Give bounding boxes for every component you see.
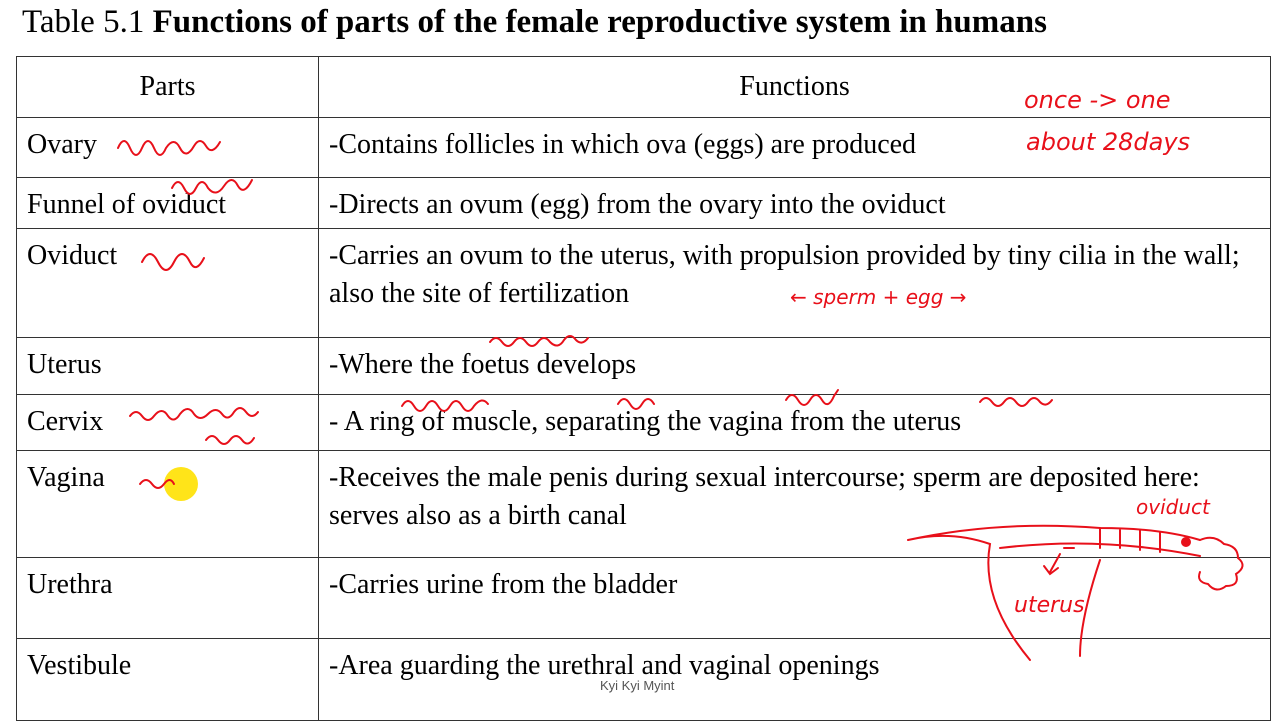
diagram-label-uterus: uterus	[1014, 593, 1085, 618]
table-row	[17, 178, 1271, 229]
table-row	[17, 558, 1271, 639]
part-cell: Vestibule	[17, 639, 319, 721]
note-once-one: once -> one	[1024, 86, 1171, 114]
header-parts: Parts	[17, 57, 319, 118]
part-cell: Oviduct	[17, 229, 319, 338]
table-row	[17, 229, 1271, 338]
table-row	[17, 118, 1271, 178]
table-row	[17, 338, 1271, 395]
table-header-row	[17, 57, 1271, 118]
function-cell: -Carries urine from the bladder	[319, 558, 1271, 639]
table-number: Table 5.1	[22, 4, 145, 40]
author-credit: Kyi Kyi Myint	[600, 678, 675, 693]
part-cell: Cervix	[17, 395, 319, 451]
function-cell: -Area guarding the urethral and vaginal openings	[319, 639, 1271, 721]
function-cell: - A ring of muscle, separating the vagina from the uterus	[319, 395, 1271, 451]
page-title: Functions of parts of the female reproductive system in humans	[152, 4, 1047, 40]
function-cell: -Carries an ovum to the uterus, with propulsion provided by tiny cilia in the wall; also the site of fertilization	[319, 229, 1271, 338]
part-cell: Uterus	[17, 338, 319, 395]
functions-table	[16, 56, 1271, 721]
note-sperm-egg: ← sperm + egg →	[790, 285, 967, 309]
part-cell: Urethra	[17, 558, 319, 639]
function-cell: -Contains follicles in which ova (eggs) are produced	[319, 118, 1271, 178]
function-cell: -Where the foetus develops	[319, 338, 1271, 395]
part-cell: Funnel of oviduct	[17, 178, 319, 229]
table-row	[17, 395, 1271, 451]
note-about-28days: about 28days	[1026, 128, 1191, 156]
table-caption	[22, 4, 1047, 41]
part-cell: Vagina	[17, 451, 319, 558]
function-cell: -Directs an ovum (egg) from the ovary into the oviduct	[319, 178, 1271, 229]
function-cell: -Receives the male penis during sexual intercourse; sperm are deposited here: serves also as a birth canal	[319, 451, 1271, 558]
part-cell: Ovary	[17, 118, 319, 178]
diagram-label-oviduct: oviduct	[1136, 495, 1210, 519]
table-row	[17, 451, 1271, 558]
header-functions: Functions	[319, 57, 1271, 118]
